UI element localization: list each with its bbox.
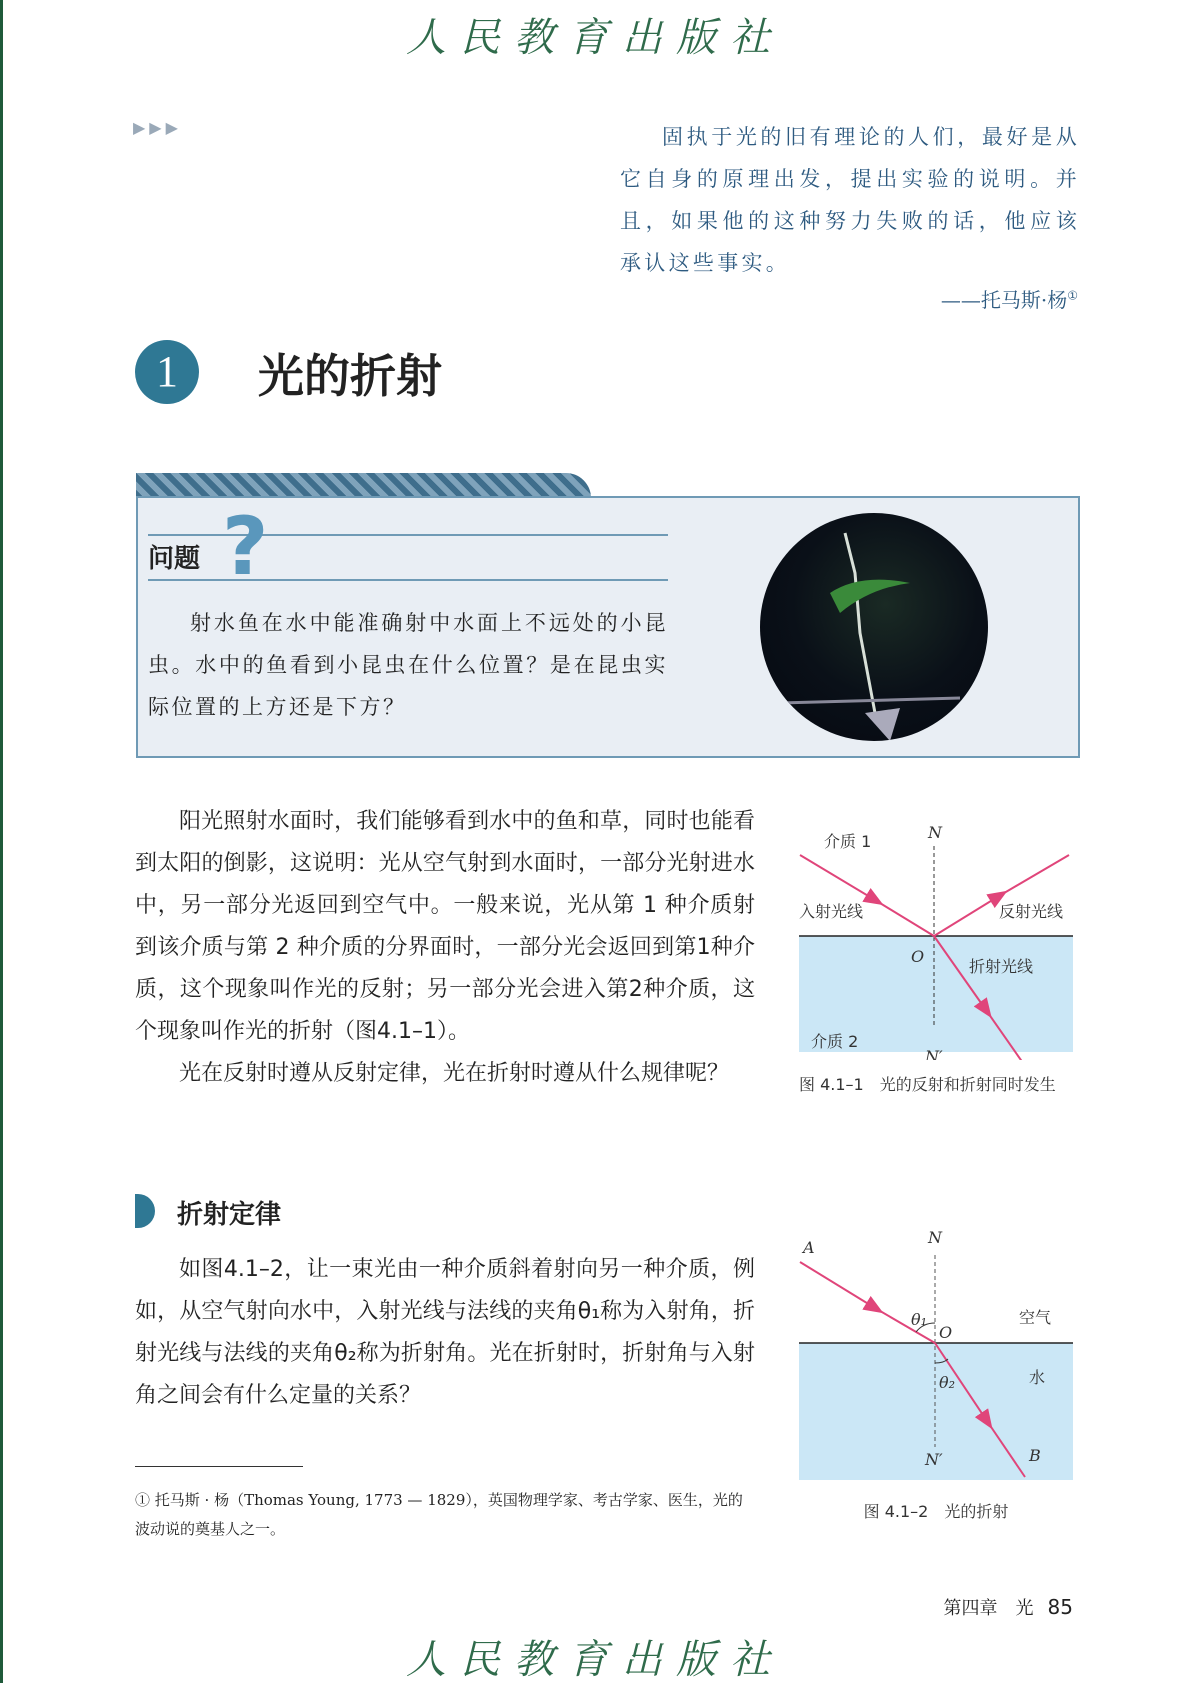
- epigraph: 固执于光的旧有理论的人们，最好是从它自身的原理出发，提出实验的说明。并且，如果他的这种努力失败的话，他应该承认这些事实。: [620, 125, 1080, 275]
- problem-text: 射水鱼在水中能准确射中水面上不远处的小昆虫。水中的鱼看到小昆虫在什么位置？是在昆虫实际位置的上方还是下方？: [148, 611, 668, 719]
- label-medium-2: 介质 2: [811, 1032, 859, 1051]
- question-mark-icon: ?: [222, 500, 269, 593]
- subsection-text: 如图4.1–2，让一束光由一种介质斜着射向另一种介质，例如，从空气射向水中，入射光线与法线的夹角θ₁称为入射角，折射光线与法线的夹角θ₂称为折射角。光在折射时，折射角与入射角之间会有什么定量的关系？: [135, 1257, 755, 1408]
- body-text: 阳光照射水面时，我们能够看到水中的鱼和草，同时也能看到太阳的倒影，这说明：光从空气射到水面时，一部分光射进水中，另一部分光返回到空气中。一般来说，光从第 1 种介质射到该介质与第 2 种介质的分界面时，一部分光会返回到第1种介质，这个现象叫作光的反射；另一部分光会进入第2种介质，这个现象叫作光的折射（图4.1–1）。 光在反射时遵从反射定律，光在折射时遵从什么规律呢？: [135, 809, 755, 1086]
- footnote-divider: [135, 1466, 303, 1467]
- photo-illustration: [760, 513, 988, 741]
- label-n: N: [928, 823, 942, 842]
- label-incident: 入射光线: [799, 902, 864, 921]
- label-n: N: [928, 1228, 942, 1247]
- figure-4-1-1: [799, 800, 1073, 1100]
- epigraph-source: ——托马斯·杨①: [940, 288, 1078, 312]
- arrows-icon: ▶▶▶: [133, 118, 182, 137]
- label-reflected: 反射光线: [999, 902, 1064, 921]
- label-o: O: [939, 1323, 953, 1342]
- label-medium-1: 介质 1: [824, 832, 872, 851]
- page-footer: 第四章 光 85: [943, 1595, 1073, 1619]
- page-number: 85: [1047, 1595, 1073, 1619]
- label-water: 水: [1029, 1368, 1046, 1387]
- publisher-logo-top: 人民教育出版社: [406, 15, 784, 61]
- subsection-title: 折射定律: [177, 1200, 282, 1230]
- problem-box-tab: [136, 473, 591, 498]
- figure-4-1-2: [799, 1225, 1073, 1525]
- label-b: B: [1029, 1446, 1041, 1465]
- section-title: 光的折射: [258, 349, 442, 403]
- page-edge: [0, 0, 3, 1683]
- refraction-diagram: [799, 1225, 1073, 1483]
- figure-caption: 图 4.1–1 光的反射和折射同时发生: [799, 1075, 1056, 1094]
- archerfish-photo: [760, 513, 988, 741]
- section-number: 1: [135, 340, 199, 404]
- label-air: 空气: [1019, 1308, 1052, 1327]
- reflection-refraction-diagram: [799, 800, 1073, 1060]
- label-n-prime: N′: [925, 1450, 943, 1469]
- label-refracted: 折射光线: [969, 957, 1034, 976]
- label-n-prime: N′: [925, 1047, 943, 1060]
- label-a: A: [803, 1238, 815, 1257]
- figure-caption: 图 4.1–2 光的折射: [863, 1502, 1009, 1521]
- problem-label: 问题: [148, 544, 201, 574]
- label-theta1: θ₁: [911, 1310, 928, 1329]
- label-o: O: [911, 947, 925, 966]
- footnote: ① 托马斯 · 杨（Thomas Young, 1773 — 1829），英国物理学家、考古学家、医生，光的波动说的奠基人之一。: [135, 1491, 743, 1538]
- subsection-marker-icon: [135, 1194, 155, 1228]
- publisher-logo-bottom: 人民教育出版社: [406, 1637, 784, 1683]
- label-theta2: θ₂: [939, 1373, 956, 1392]
